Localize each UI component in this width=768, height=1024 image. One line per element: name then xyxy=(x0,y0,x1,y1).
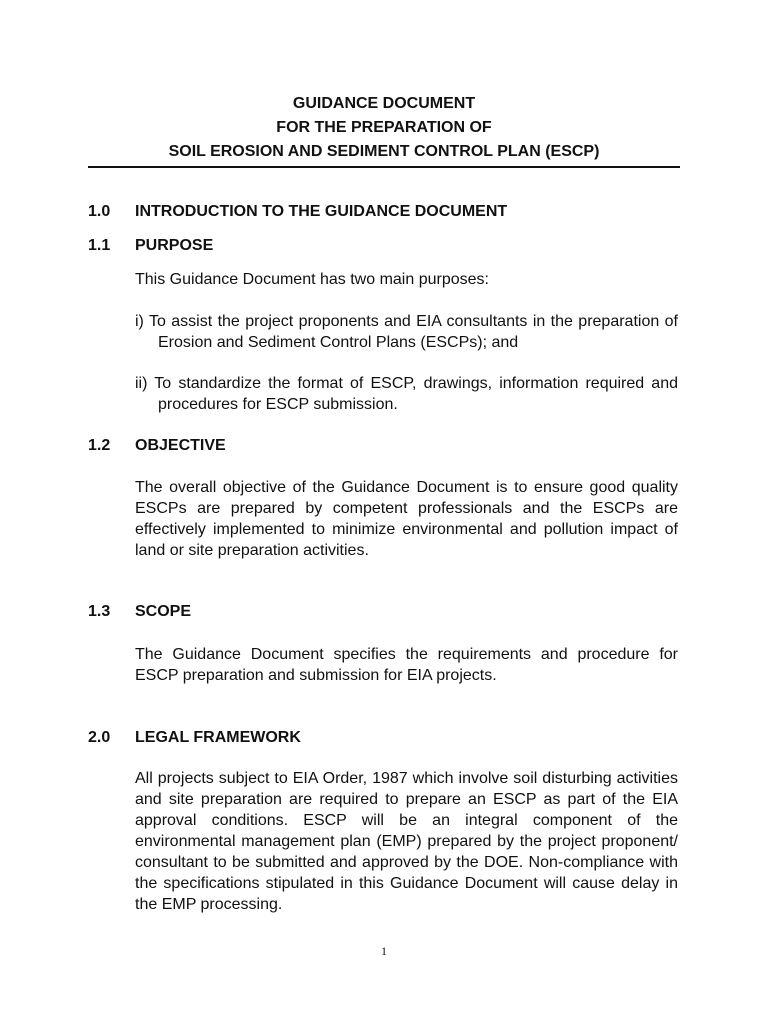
section-number: 1.1 xyxy=(88,237,111,254)
section-title: PURPOSE xyxy=(135,237,214,254)
section-heading-1-1 xyxy=(88,235,213,257)
title-line-1: GUIDANCE DOCUMENT xyxy=(292,95,476,112)
objective-paragraph: The overall objective of the Guidance Document is to ensure good quality ESCPs are prepared by competent professionals and the ESCPs are effectively implemented to minimize environmental and pollution impact of land or site preparation activities. xyxy=(135,479,678,559)
section-number: 1.0 xyxy=(88,203,111,220)
purpose-item-1: i) To assist the project proponents and EIA consultants in the preparation of Erosion and Sediment Control Plans (ESCPs); and xyxy=(135,313,678,351)
title-underline xyxy=(88,166,680,168)
purpose-item-2: ii) To standardize the format of ESCP, drawings, information required and procedures for ESCP submission. xyxy=(135,375,678,413)
section-title: SCOPE xyxy=(135,603,192,620)
page-number: 1 xyxy=(381,944,387,958)
section-heading-1-2 xyxy=(88,435,226,457)
title-line-3: SOIL EROSION AND SEDIMENT CONTROL PLAN (ESCP) xyxy=(168,143,600,160)
section-number: 1.3 xyxy=(88,603,111,620)
section-title: INTRODUCTION TO THE GUIDANCE DOCUMENT xyxy=(135,203,508,220)
legal-framework-paragraph: All projects subject to EIA Order, 1987 which involve soil disturbing activities and site preparation are required to prepare an ESCP as part of the EIA approval conditions. ESCP will be an integral component of the environmental management plan (EMP) prepared by the project proponent/ consultant to be submitted and approved by the DOE. Non-compliance with the specifications stipulated in this Guidance Document will cause delay in the EMP processing. xyxy=(135,770,678,913)
title-line-2: FOR THE PREPARATION OF xyxy=(276,119,492,136)
section-number: 1.2 xyxy=(88,437,111,454)
section-number: 2.0 xyxy=(88,729,111,746)
section-heading-1-0 xyxy=(88,201,507,223)
section-heading-2-0 xyxy=(88,727,301,749)
scope-paragraph: The Guidance Document specifies the requirements and procedure for ESCP preparation and submission for EIA projects. xyxy=(135,646,678,684)
section-title: OBJECTIVE xyxy=(135,437,226,454)
section-heading-1-3 xyxy=(88,601,191,623)
purpose-intro: This Guidance Document has two main purposes: xyxy=(135,271,489,288)
document-title xyxy=(88,92,680,164)
section-title: LEGAL FRAMEWORK xyxy=(135,729,301,746)
